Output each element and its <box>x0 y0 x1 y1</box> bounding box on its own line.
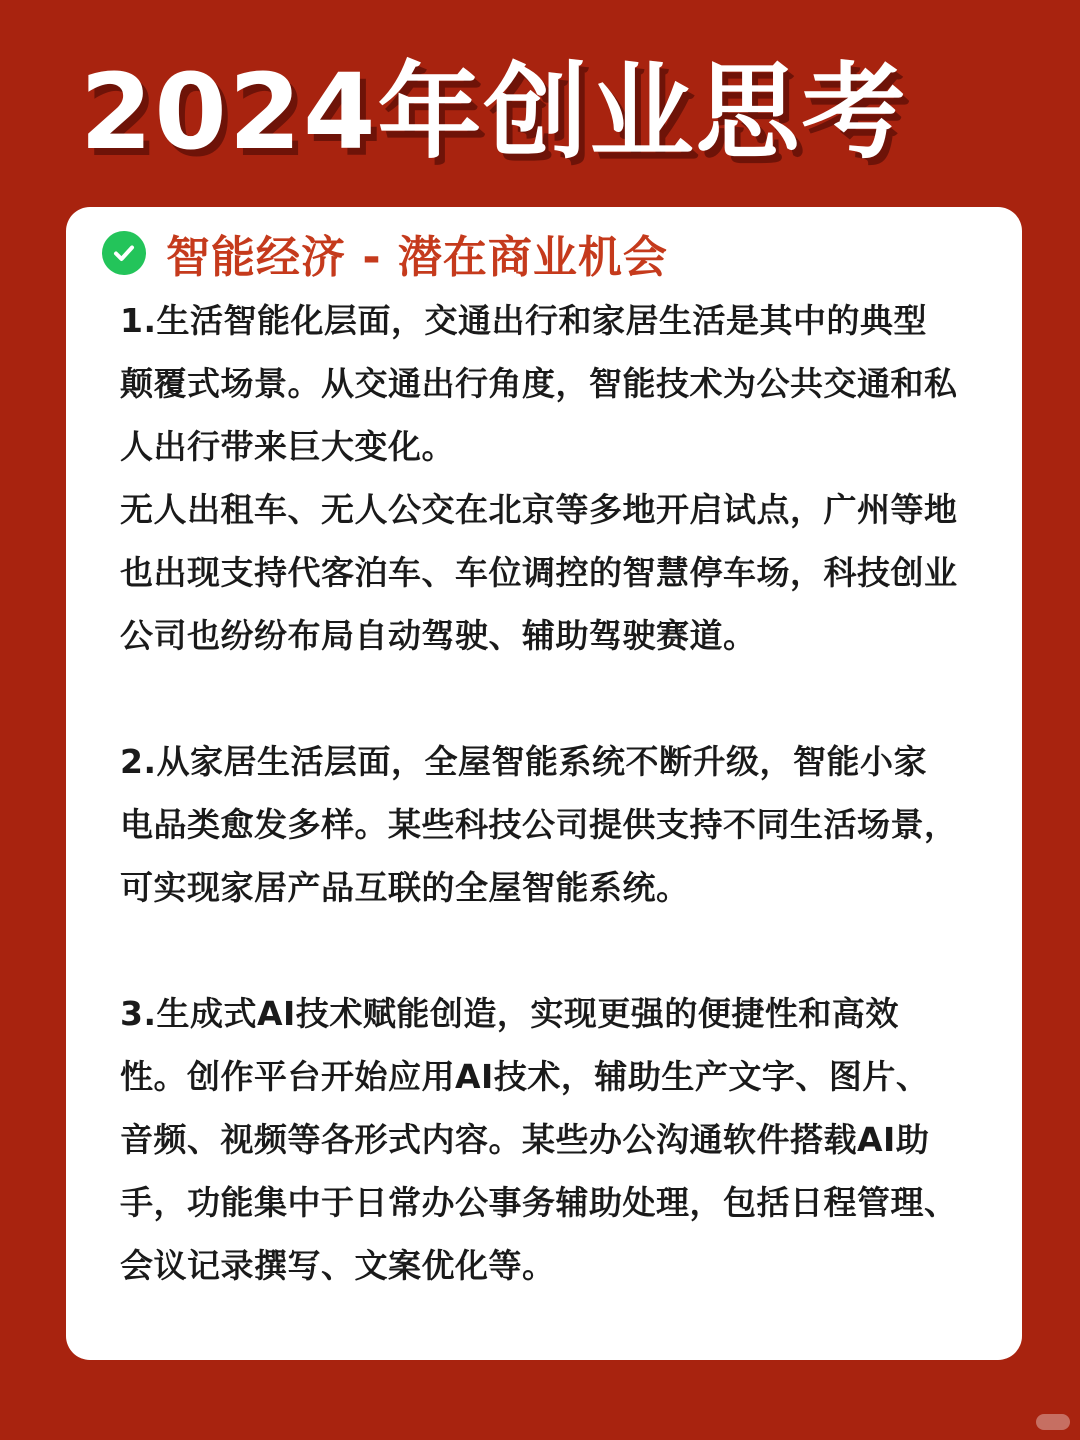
paragraph-transport: 1.生活智能化层面，交通出行和家居生活是其中的典型颠覆式场景。从交通出行角度，智能技术为公共交通和私人出行带来巨大变化。 <box>120 301 958 466</box>
content-card <box>66 207 1022 1360</box>
watermark-badge <box>1036 1414 1070 1430</box>
paragraph-generative-ai: 3.生成式AI技术赋能创造，实现更强的便捷性和高效性。创作平台开始应用AI技术，辅助生产文字、图片、音频、视频等各形式内容。某些办公沟通软件搭载AI助手，功能集中于日常办公事务辅助处理，包括日程管理、会议记录撰写、文案优化等。 <box>120 994 958 1285</box>
page-title: 2024年创业思考 <box>80 51 908 173</box>
article-body <box>120 289 960 1297</box>
paragraph-smart-home: 2.从家居生活层面，全屋智能系统不断升级，智能小家电品类愈发多样。某些科技公司提供支持不同生活场景，可实现家居产品互联的全屋智能系统。 <box>120 742 958 907</box>
check-circle-icon <box>102 231 146 275</box>
paragraph-autonomous-driving: 无人出租车、无人公交在北京等多地开启试点，广州等地也出现支持代客泊车、车位调控的智慧停车场，科技创业公司也纷纷布局自动驾驶、辅助驾驶赛道。 <box>120 490 958 655</box>
section-header <box>102 223 668 283</box>
section-title: 智能经济 - 潜在商业机会 <box>166 232 668 283</box>
